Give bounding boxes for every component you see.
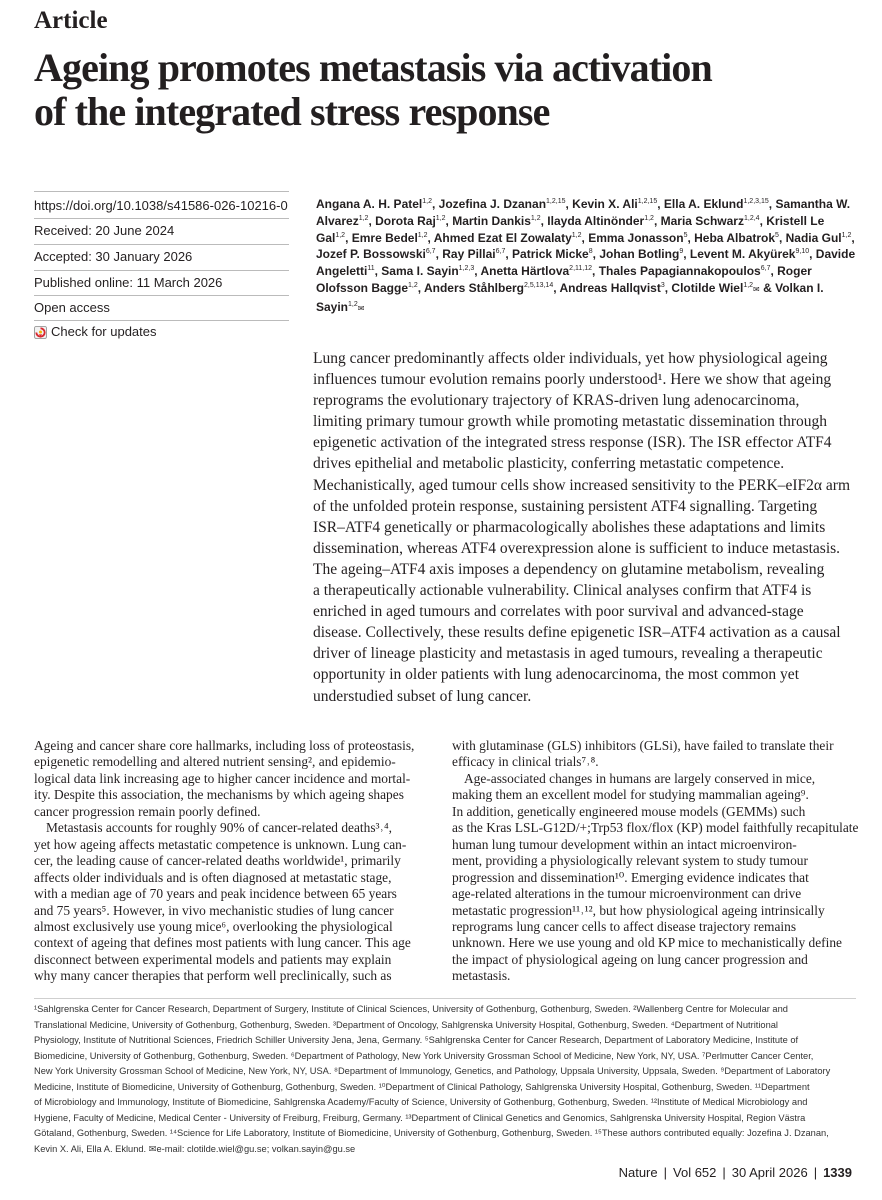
check-updates-icon — [34, 326, 47, 339]
author-affiliation-ref: 1,2,4 — [743, 214, 760, 222]
affiliation-line: of Microbiology and Immunology, Institute of Biomedicine, Sahlgrenska Academy/Faculty of Science, University of Gothenburg, Gothenburg, Sweden. ¹²Institute of Medical Microbiology and — [34, 1097, 808, 1107]
author-name: Maria Schwarz — [660, 213, 744, 228]
affiliation-line: Hygiene, Faculty of Medicine, Medical Center - University of Freiburg, Freiburg, Germany. ¹³Department of Clinical Genetics and Genomics, Sahlgrenska University Hospital, Region Västra — [34, 1112, 806, 1123]
author-name: Sama I. Sayin — [381, 264, 459, 279]
author-name: Anders Ståhlberg — [423, 280, 525, 295]
author-affiliation-ref: 2,5,13,14 — [524, 281, 554, 289]
author-name: Emre Bedel — [351, 230, 418, 245]
received-date: Received: 20 June 2024 — [34, 223, 175, 238]
author-affiliation-ref: 6,7 — [495, 248, 506, 256]
body-line: Age-associated changes in humans are largely conserved in mice, — [464, 770, 816, 786]
author-name: Emma Jonasson — [588, 230, 684, 245]
author-name: Martin Dankis — [452, 213, 531, 228]
author-name: Kevin X. Ali — [572, 197, 638, 211]
meta-divider — [34, 270, 289, 271]
author-name: Roger Olofsson Bagge — [316, 264, 812, 295]
author-affiliation-ref: 1,2 — [644, 214, 654, 222]
body-line: human lung tumour development within an intact microenviron- — [452, 836, 797, 852]
meta-divider — [34, 191, 289, 192]
meta-divider — [34, 295, 289, 296]
abstract-line: dissemination, whereas ATF4 overexpression alone is sufficient to induce metastasis. — [313, 539, 841, 557]
meta-divider — [34, 218, 289, 219]
author-affiliation-ref: 6,7 — [760, 265, 771, 273]
affiliations-divider — [34, 998, 856, 999]
article-type-label: Article — [34, 7, 108, 34]
author-affiliation-ref: 1,2 — [348, 300, 358, 308]
author-affiliation-ref: 8 — [588, 248, 593, 256]
author-name: Ella A. Eklund — [663, 197, 744, 211]
affiliation-line: Kevin X. Ali, Ella A. Eklund. ✉e-mail: clotilde.wiel@gu.se; volkan.sayin@gu.se — [34, 1143, 356, 1154]
author-name: Ilayda Altinönder — [547, 213, 645, 228]
author-name: Angana A. H. Patel — [316, 197, 423, 211]
body-line: In addition, genetically engineered mouse models (GEMMs) such — [452, 803, 806, 819]
author-list: Angana A. H. Patel$^{1,2}$, Jozefina J. Dzanan$^{1,2,15}$, Kevin X. Ali$^{1,2,15}$, Ella A. Eklund$^{1,2,3,15}$, Samantha W. Alvarez$^{1,2}$, Dorota Raj$^{1,2}$, Martin Dankis$^{1,2}$, Ilayda Altinönder$^{1,2}$, Maria Schwarz$^{1,2,4}$, Kristell Le Gal$^{1,2}$, Emre Bedel$^{1,2}$, Ahmed Ezat El Zowalaty$^{1,2}$, Emma Jonasson$^5$, Heba Albatrok$^5$, Nadia Gul$^{1,2}$, Jozef P. Bossowski$^{6,7}$, Ray Pillai$^{6,7}$, Patrick Micke$^8$, Johan Botling$^9$, Levent M. Akyürek$^{9,10}$, Davide Angeletti$^{11}$, Sama I. Sayin$^{1,2,3}$, Anetta Härtlova$^{2,11,12}$, Thales Papagiannakopoulos$^{6,7}$, Roger Olofsson Bagge$^{1,2}$, Anders Ståhlberg$^{2,5,13,14}$, Andreas Hallqvist$^3$, Clotilde Wiel$^{1,2}$✉ & Volkan I. Sayin$^{1,2}$✉ — [316, 197, 856, 314]
page-footer: Nature | Vol 652 | 30 April 2026 | 1339 — [618, 1165, 852, 1180]
author-name: Jozef P. Bossowski — [316, 247, 426, 262]
title-line: of the integrated stress response — [34, 89, 550, 134]
affiliation-line: Translational Medicine, University of Gothenburg, Gothenburg, Sweden. ³Department of Oncology, Sahlgrenska University Hospital, Gothenburg, Sweden. ⁴Department of Nutritional — [34, 1019, 778, 1030]
body-line: with a median age of 70 years and peak incidence between 65 years — [34, 886, 397, 902]
abstract-line: reprograms the evolutionary trajectory of KRAS-driven lung adenocarcinoma, — [313, 392, 800, 410]
author-name: Thales Papagiannakopoulos — [598, 264, 761, 279]
corresponding-author-icon: ✉ — [753, 284, 760, 294]
abstract-line: drives epithelial and metabolic plasticity, conferring metastatic competence. — [313, 455, 785, 473]
abstract-line: influences tumour evolution remains poorly understood¹. Here we show that ageing — [313, 371, 832, 389]
abstract-line: limiting primary tumour growth while promoting metastatic dissemination through — [313, 413, 828, 431]
body-line: affects older individuals and is often diagnosed at metastatic stage, — [34, 869, 392, 885]
doi-link[interactable]: https://doi.org/10.1038/s41586-026-10216-0 — [34, 198, 288, 213]
author-name: Jozefina J. Dzanan — [438, 197, 547, 211]
body-line: and 75 years⁵. However, in vivo mechanistic studies of lung cancer — [34, 902, 394, 918]
body-line: context of ageing that defines most patients with lung cancer. This age — [34, 935, 411, 951]
author-name: Ray Pillai — [442, 247, 496, 262]
affiliation-line: Physiology, Institute of Nutritional Sciences, Friedrich Schiller University Jena, Jena, Germany. ⁵Sahlgrenska Center for Cancer Research, Department of Laboratory Medicine, Institute of — [34, 1035, 799, 1045]
abstract-line: epigenetic activation of the integrated stress response (ISR). The ISR effector ATF4 — [313, 434, 832, 452]
article-title — [34, 46, 864, 134]
footer-journal: Nature — [618, 1165, 658, 1180]
author-name: Levent M. Akyürek — [689, 247, 796, 262]
body-line: making them an excellent model for studying mammalian ageing⁹. — [452, 787, 809, 803]
body-line: cancer progression remain poorly defined. — [34, 803, 261, 819]
author-affiliation-ref: 6,7 — [425, 248, 436, 256]
author-affiliation-ref: 1,2,3 — [458, 265, 475, 273]
author-affiliation-ref: 1,2 — [530, 214, 541, 222]
author-affiliation-ref: 5 — [683, 231, 688, 239]
author-affiliation-ref: 1,2 — [335, 231, 346, 239]
affiliation-line: Biomedicine, University of Gothenburg, Gothenburg, Sweden. ⁶Department of Pathology, New York University Grossman School of Medicine, New York, NY, USA. ⁷Perlmutter Cancer Center, — [34, 1050, 814, 1061]
abstract-line: Mechanistically, aged tumour cells show increased sensitivity to the PERK–eIF2α arm — [313, 476, 851, 494]
body-line: metastatic progression¹¹˒¹², but how physiological ageing intrinsically — [452, 902, 825, 918]
author-name: Ahmed Ezat El Zowalaty — [433, 230, 572, 245]
author-affiliation-ref: 1,2 — [743, 281, 754, 289]
check-updates-label: Check for updates — [51, 324, 157, 339]
body-line: disconnect between experimental models and patients may explain — [34, 951, 392, 967]
body-line: metastasis. — [452, 968, 511, 984]
author-name: Patrick Micke — [512, 247, 589, 262]
author-name: Andreas Hallqvist — [559, 280, 661, 295]
body-line: reprograms lung cancer cells to affect disease trajectory remains — [452, 918, 797, 934]
abstract-line: disease. Collectively, these results define epigenetic ISR–ATF4 activation as a causal — [313, 624, 841, 642]
open-access-label: Open access — [34, 300, 110, 315]
body-line: epigenetic remodelling and altered nutrient sensing², and epidemio- — [34, 754, 396, 770]
body-line: logical data link increasing age to higher cancer incidence and mortal- — [34, 770, 411, 786]
body-line: ment, providing a physiologically relevant system to study tumour — [452, 853, 808, 869]
body-line: ity. Despite this association, the mechanisms by which ageing shapes — [34, 787, 404, 803]
body-line: yet how ageing affects metastatic competence is unknown. Lung can- — [34, 836, 407, 852]
corresponding-author-icon: ✉ — [357, 303, 365, 313]
body-line: with glutaminase (GLS) inhibitors (GLSi), have failed to translate their — [452, 738, 834, 753]
meta-divider — [34, 244, 289, 245]
author-affiliation-ref: 1,2 — [422, 198, 432, 205]
title-line: Ageing promotes metastasis via activation — [34, 45, 712, 90]
body-column-left — [34, 738, 438, 985]
body-line: progression and dissemination¹⁰. Emerging evidence indicates that — [452, 869, 809, 885]
author-affiliation-ref: 1,2 — [358, 214, 369, 222]
body-column-right — [452, 738, 859, 985]
author-affiliation-ref: 5 — [775, 231, 779, 239]
author-name: Volkan I. Sayin — [316, 280, 824, 314]
body-line: the impact of physiological ageing on lung cancer progression and — [452, 951, 808, 967]
body-line: as the Kras LSL-G12D/+;Trp53 flox/flox (KP) model faithfully recapitulate — [452, 820, 859, 836]
author-affiliation-ref: 9,10 — [795, 248, 810, 256]
abstract-line: ISR–ATF4 genetically or pharmacologically abolishes these adaptations and limits — [313, 518, 826, 536]
author-affiliation-ref: 1,2,15 — [546, 198, 566, 205]
author-name: Johan Botling — [599, 247, 680, 262]
abstract — [313, 348, 858, 707]
author-affiliation-ref: 1,2 — [408, 281, 418, 289]
author-name: Anetta Härtlova — [480, 264, 570, 279]
footer-date: 30 April 2026 — [731, 1165, 808, 1180]
affiliations — [34, 1002, 856, 1157]
abstract-line: driver of lineage plasticity and metastasis in aged tumours, revealing a therapeutic — [313, 645, 823, 663]
author-name: Nadia Gul — [785, 230, 842, 245]
published-date: Published online: 11 March 2026 — [34, 275, 223, 290]
abstract-line: enriched in aged tumours and correlates with poor survival and advanced-stage — [313, 603, 804, 621]
abstract-line: The ageing–ATF4 axis imposes a dependency on glutamine metabolism, revealing — [313, 560, 825, 578]
meta-divider — [34, 320, 289, 321]
body-line: Ageing and cancer share core hallmarks, including loss of proteostasis, — [34, 738, 415, 753]
author-affiliation-ref: 1,2,3,15 — [743, 198, 769, 205]
body-line: efficacy in clinical trials⁷˒⁸. — [452, 754, 599, 770]
accepted-date: Accepted: 30 January 2026 — [34, 249, 193, 264]
author-affiliation-ref: 9 — [679, 248, 684, 256]
abstract-line: understudied subset of lung cancer. — [313, 687, 532, 705]
body-line: why many cancer therapies that perform well preclinically, such as — [34, 968, 392, 984]
page-number: 1339 — [823, 1165, 852, 1180]
body-line: age-related alterations in the tumour microenvironment can drive — [452, 886, 802, 902]
author-name: Clotilde Wiel — [671, 280, 744, 295]
affiliation-line: ¹Sahlgrenska Center for Cancer Research, Department of Surgery, Institute of Clinical Sciences, University of Gothenburg, Gothenburg, Sweden. ²Wallenberg Centre for Molecular and — [34, 1004, 788, 1014]
author-affiliation-ref: 1,2 — [841, 231, 852, 239]
affiliation-line: New York University Grossman School of Medicine, New York, NY, USA. ⁸Department of Immunology, Genetics, and Pathology, Uppsala University, Uppsala, Sweden. ⁹Department of Laboratory — [34, 1066, 831, 1076]
author-affiliation-ref: 1,2,15 — [637, 198, 658, 205]
author-affiliation-ref: 1,2 — [435, 214, 446, 222]
author-affiliation-ref: 2,11,12 — [569, 265, 593, 273]
check-for-updates-button[interactable] — [34, 324, 157, 340]
body-line: cer, the leading cause of cancer-related deaths worldwide¹, primarily — [34, 853, 401, 869]
abstract-line: of the unfolded protein response, sustaining persistent ATF4 signalling. Targeting — [313, 497, 818, 515]
abstract-line: a therapeutically actionable vulnerability. Clinical analyses confirm that ATF4 is — [313, 582, 812, 600]
body-line: unknown. Here we use young and old KP mice to mechanistically define — [452, 935, 842, 951]
author-name: Davide Angeletti — [316, 247, 856, 279]
author-affiliation-ref: 3 — [660, 281, 665, 289]
author-name: Heba Albatrok — [694, 230, 776, 245]
author-name: Dorota Raj — [375, 213, 436, 228]
author-affiliation-ref: 1,2 — [571, 231, 582, 239]
affiliation-line: Götaland, Gothenburg, Sweden. ¹⁴Science for Life Laboratory, Institute of Biomedicine, University of Gothenburg, Gothenburg, Sweden. ¹⁵These authors contributed equally: Jozefina J. Dzanan, — [34, 1128, 829, 1138]
affiliation-line: Medicine, Institute of Biomedicine, University of Gothenburg, Gothenburg, Sweden. ¹⁰Department of Clinical Pathology, Sahlgrenska University Hospital, Gothenburg, Sweden. ¹¹Department — [34, 1081, 810, 1092]
abstract-line: Lung cancer predominantly affects older individuals, yet how physiological ageing — [313, 350, 828, 367]
author-name: Kristell Le Gal — [316, 213, 825, 245]
body-line: almost exclusively use young mice⁶, overlooking the physiological — [34, 918, 393, 934]
body-line: Metastasis accounts for roughly 90% of cancer-related deaths³˒⁴, — [46, 820, 393, 836]
author-affiliation-ref: 11 — [367, 265, 375, 273]
author-name: Samantha W. Alvarez — [316, 197, 851, 228]
author-affiliation-ref: 1,2 — [417, 231, 428, 239]
abstract-line: opportunity in older patients with lung adenocarcinoma, the most common yet — [313, 666, 799, 684]
footer-volume: Vol 652 — [673, 1165, 717, 1180]
